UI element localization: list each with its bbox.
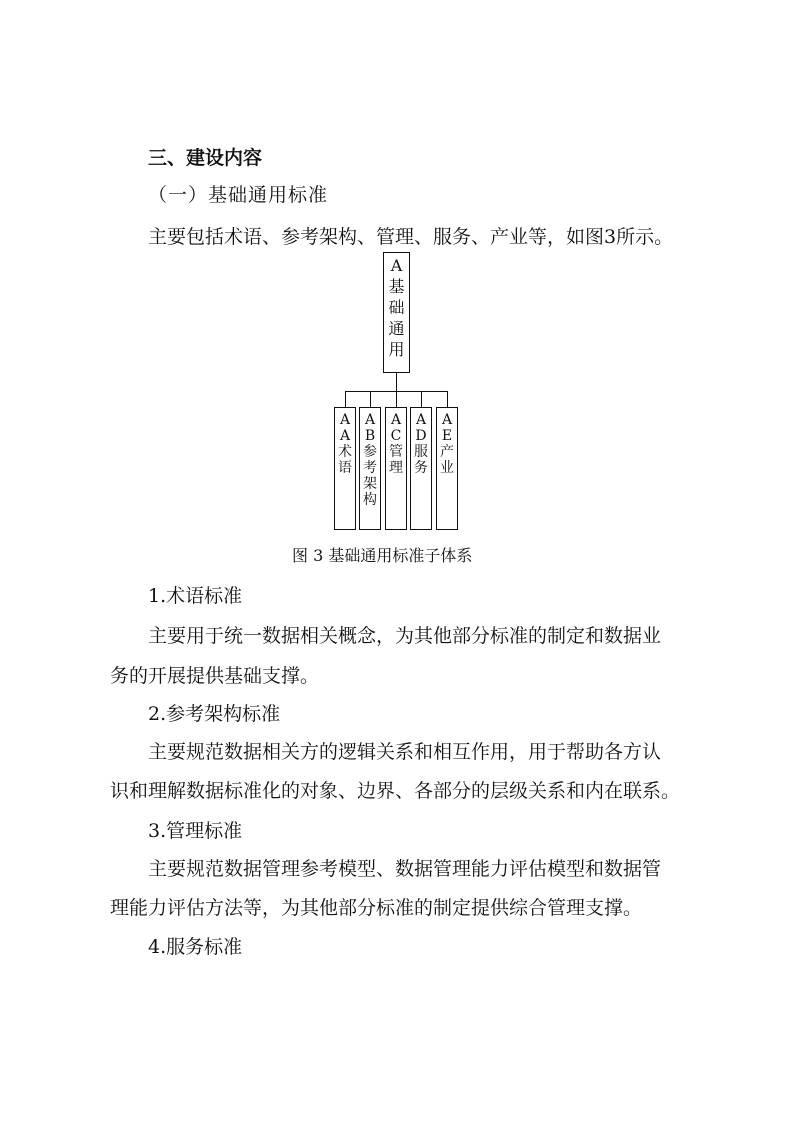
paragraph-line: 务的开展提供基础支撑。 [110,665,320,687]
diagram-label-char: A [364,412,376,428]
paragraph-line: 主要用于统一数据相关概念，为其他部分标准的制定和数据业 [148,625,662,647]
diagram-child-label [411,408,431,476]
diagram-label-char: 通 [388,319,405,338]
connector-bar [345,391,447,392]
figure-caption: 图 3 基础通用标准子体系 [292,546,473,565]
diagram-label-char: 术 [338,444,352,460]
connector-ad [421,391,422,407]
diagram-label-char: 管 [389,444,403,460]
diagram-label-char: A [415,412,427,428]
diagram-label-char: 理 [389,460,403,476]
diagram-label-char: A [339,412,351,428]
diagram-label-char: B [364,428,376,444]
diagram-label-char: 考 [363,460,377,476]
diagram-child-ac [385,407,407,530]
item-title-management: 3.管理标准 [148,820,243,842]
diagram-child-label [386,408,406,476]
subsection-heading: （一）基础通用标准 [148,184,329,206]
diagram-label-char: 务 [414,460,428,476]
connector-aa [345,391,346,407]
diagram-label-char: 业 [440,460,454,476]
diagram-label-char: 架 [363,476,377,492]
diagram-label-char: D [415,428,427,444]
diagram-label-char: A [339,428,351,444]
diagram-label-char: 产 [440,444,454,460]
paragraph-line: 理能力评估方法等，为其他部分标准的制定提供综合管理支撑。 [110,897,643,919]
diagram-child-ad [410,407,432,530]
intro-paragraph: 主要包括术语、参考架构、管理、服务、产业等，如图3所示。 [148,226,674,248]
diagram-root-label [384,253,409,360]
diagram-label-char: 参 [363,444,377,460]
connector-ab [370,391,371,407]
diagram-label-char: A [390,256,403,275]
diagram-child-ab [359,407,381,530]
diagram-label-char: 构 [363,492,377,508]
item-title-service: 4.服务标准 [148,936,243,958]
item-title-reference-architecture: 2.参考架构标准 [148,703,281,725]
diagram-label-char: 基 [388,277,405,296]
diagram-child-label [437,408,457,476]
connector-trunk [396,373,397,391]
diagram-label-char: 础 [388,298,405,317]
diagram-child-label [335,408,355,476]
paragraph-line: 主要规范数据相关方的逻辑关系和相互作用，用于帮助各方认 [148,741,662,763]
connector-ae [447,391,448,407]
diagram-label-char: 语 [338,460,352,476]
diagram-label-char: 服 [414,444,428,460]
item-title-terminology: 1.术语标准 [148,585,243,607]
diagram-label-char: E [441,428,453,444]
connector-ac [396,391,397,407]
diagram-label-char: 用 [388,340,405,359]
diagram-child-aa [334,407,356,530]
diagram-root-box [383,252,410,373]
section-heading: 三、建设内容 [148,147,263,169]
diagram-child-ae [436,407,458,530]
diagram-child-label [360,408,380,508]
diagram-label-char: A [390,412,402,428]
paragraph-line: 主要规范数据管理参考模型、数据管理能力评估模型和数据管 [148,858,662,880]
paragraph-line: 识和理解数据标准化的对象、边界、各部分的层级关系和内在联系。 [110,780,681,802]
diagram-label-char: A [441,412,453,428]
diagram-label-char: C [390,428,402,444]
